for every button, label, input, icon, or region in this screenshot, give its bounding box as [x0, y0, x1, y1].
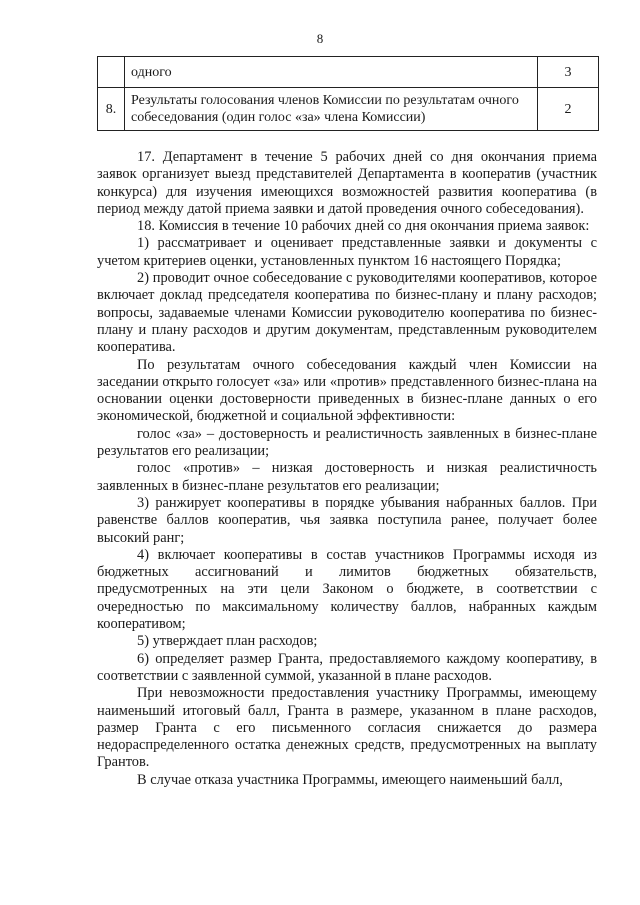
row-score: 2: [538, 88, 599, 131]
list-item-2: 2) проводит очное собеседование с руководителями кооперативов, которое включает доклад председателя кооператива по бизнес-плану и плану расходов; вопросы, задаваемые членами Комиссии руководителю кооператива по бизнес-плану и плану расходов и другим документам, представленным руководителем кооператива.: [97, 270, 597, 356]
paragraph-voting: По результатам очного собеседования каждый член Комиссии на заседании открыто голосует «за» или «против» представленного бизнес-плана на основании оценки достоверности приведенных в бизнес-плане данных о его экономической, бюджетной и социальной эффективности:: [97, 356, 597, 425]
row-score: 3: [538, 57, 599, 88]
document-body: [97, 149, 597, 789]
row-number: 8.: [98, 88, 125, 131]
page-number: 8: [316, 31, 324, 46]
list-item-4: 4) включает кооперативы в состав участников Программы исходя из бюджетных ассигнований и лимитов бюджетных обязательств, предусмотренных на эти цели Законом о бюджете, в соответствии с очередностью по максимальному количеству баллов, набранных каждым кооперативом;: [97, 546, 597, 633]
list-item-3: 3) ранжирует кооперативы в порядке убывания набранных баллов. При равенстве баллов кооператив, чья заявка поступила ранее, получает более высокий ранг;: [97, 494, 597, 546]
table-row: [98, 57, 599, 88]
list-item-5: 5) утверждает план расходов;: [137, 633, 318, 650]
paragraph-refusal: В случае отказа участника Программы, имеющего наименьший балл,: [137, 771, 563, 788]
row-number: [98, 57, 125, 88]
paragraph-17: 17. Департамент в течение 5 рабочих дней со дня окончания приема заявок организует выезд представителей Департамента в кооператив (участник конкурса) для изучения имеющихся возможностей развития кооператива (в период между датой приема заявки и датой проведения очного собеседования).: [97, 149, 597, 217]
paragraph-grant-reduction: При невозможности предоставления участнику Программы, имеющему наименьший итоговый балл, Гранта в размере, указанном в плане расходов, размер Гранта с его письменного согласия снижается до размера недораспределенного остатка денежных средств, предусмотренных на выплату Грантов.: [97, 685, 597, 771]
criteria-table: [97, 56, 599, 131]
paragraph-18: 18. Комиссия в течение 10 рабочих дней со дня окончания приема заявок:: [137, 218, 590, 235]
table-row: [98, 88, 599, 131]
list-item-6: 6) определяет размер Гранта, предоставляемого каждому кооперативу, в соответствии с заявленной суммой, указанной в плане расходов.: [97, 650, 597, 684]
list-item-1: 1) рассматривает и оценивает представленные заявки и документы с учетом критериев оценки, установленных пунктом 16 настоящего Порядка;: [97, 235, 597, 269]
row-criterion: одного: [125, 57, 538, 88]
vote-against-definition: голос «против» – низкая достоверность и низкая реалистичность заявленных в бизнес-плане результатов его реализации;: [97, 460, 597, 494]
vote-for-definition: голос «за» – достоверность и реалистичность заявленных в бизнес-плане результатов его реализации;: [97, 425, 597, 460]
row-criterion: Результаты голосования членов Комиссии по результатам очного собеседования (один голос «за» члена Комиссии): [125, 88, 538, 131]
